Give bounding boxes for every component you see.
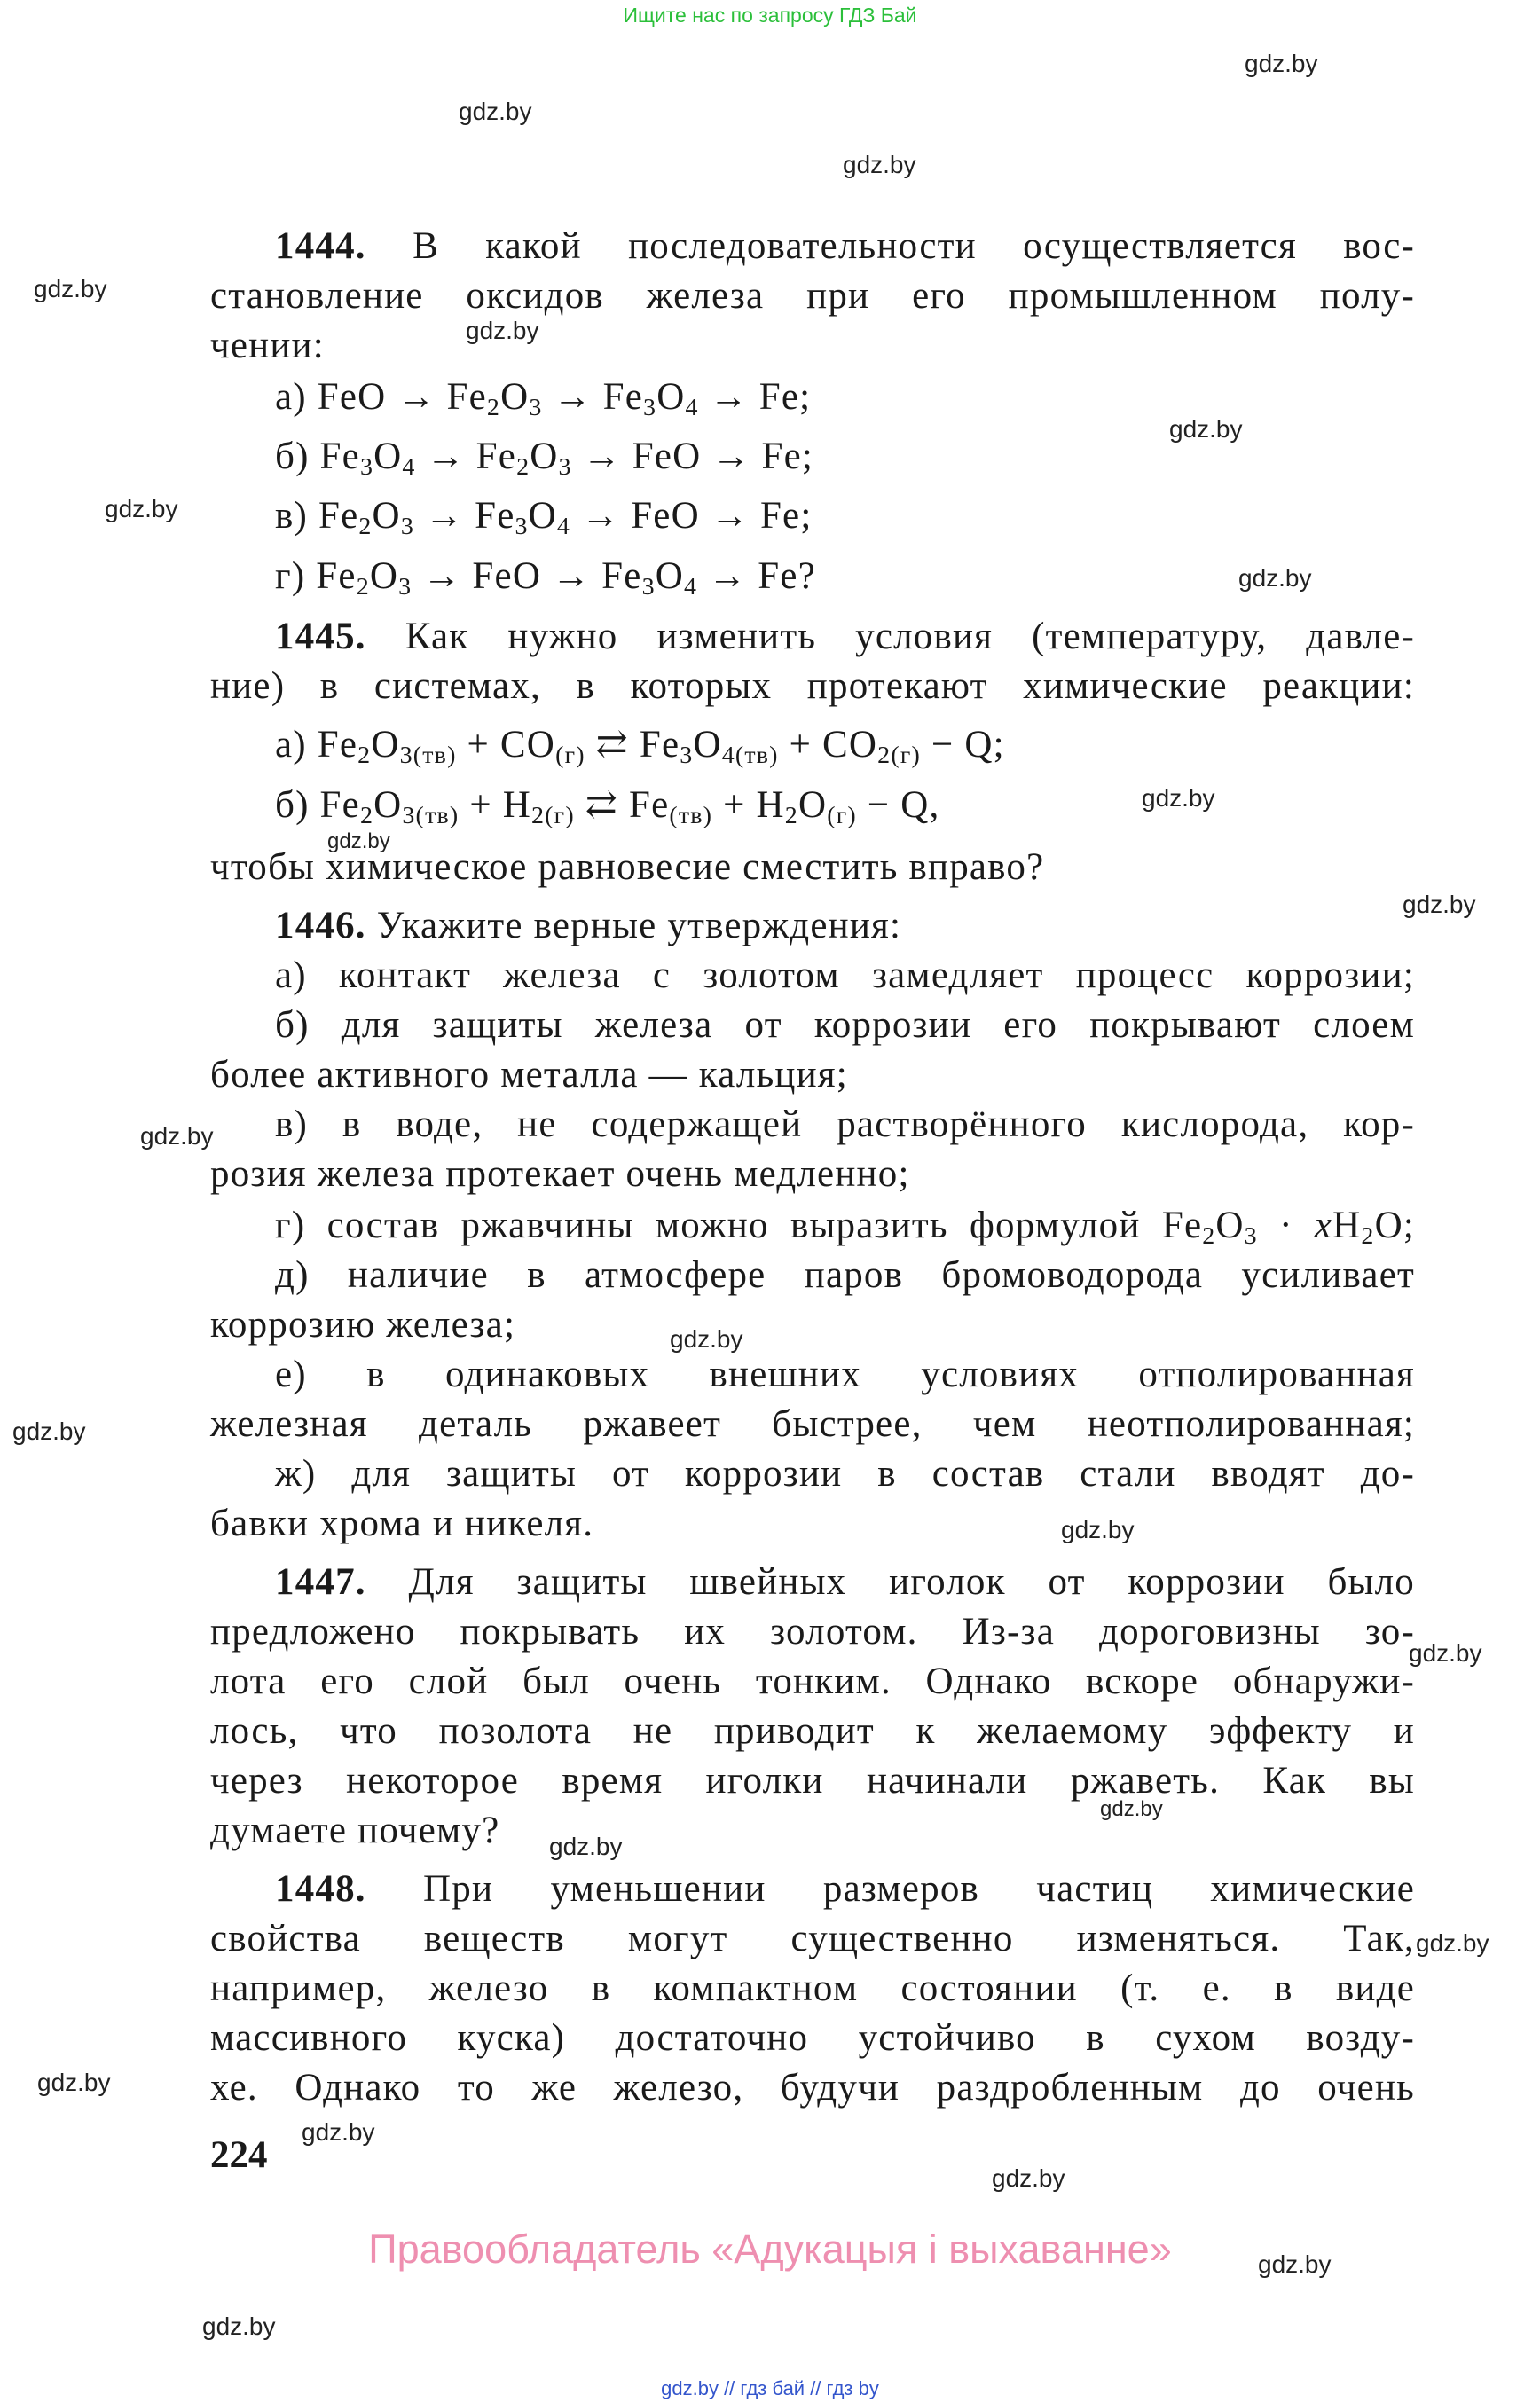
watermark: gdz.by [1402,891,1476,918]
watermark: gdz.by [302,2118,375,2146]
watermark: gdz.by [1416,1929,1489,1957]
watermark: gdz.by [37,2069,111,2096]
text-line: е) в одинаковых внешних условиях отполированная [275,1354,1415,1395]
text-line: массивного куска) достаточно устойчиво в сухом возду- [210,2017,1415,2059]
text-line-part: В какой последовательности осуществляется вос- [412,225,1416,267]
text-line: становление оксидов железа при его промышленном полу- [210,275,1415,317]
text-line: железная деталь ржавеет быстрее, чем неотполированная; [210,1403,1415,1445]
watermark: gdz.by [670,1325,743,1353]
watermark: gdz.by [1169,415,1243,443]
watermark: gdz.by [1409,1639,1482,1667]
problem-number: 1447. [275,1561,366,1603]
text-line: через некоторое время иголки начинали ржаветь. Как вы [210,1760,1415,1802]
text-line: например, железо в компактном состоянии (т. е. в виде [210,1967,1415,2009]
problem-number: 1444. [275,225,366,267]
text-line-part: При уменьшении размеров частиц химические [423,1868,1415,1910]
text-line-part: Укажите верные утверждения: [376,905,902,946]
text-line [275,1865,1415,1914]
watermark: gdz.by [992,2164,1065,2192]
watermark: gdz.by [140,1122,214,1150]
top-banner[interactable]: Ищите нас по запросу ГДЗ Бай [623,4,917,27]
problem-number: 1448. [275,1868,366,1910]
text-line-part: Для защиты швейных иголок от коррозии было [408,1561,1415,1603]
watermark: gdz.by [12,1417,86,1445]
text-line: б) для защиты железа от коррозии его покрывают слоем [275,1004,1415,1046]
text-line: думаете почему? [210,1810,500,1851]
text-line: коррозию железа; [210,1304,516,1346]
text-line [275,1558,1415,1607]
text-line: лось, что позолота не приводит к желаемому эффекту и [210,1710,1415,1752]
formula-line: в) $Fe_2O_3 \to Fe_3O_4$ → FeO → Fe; [275,495,813,540]
text-line: чении: [210,325,325,366]
formula-line: а) $Fe_2O_{3(тв)} + CO_{(г)}$ ⇄ $Fe_3O_{4(тв)} + CO_{2(г)} - Q$; [275,724,1005,769]
text-line: а) контакт железа с золотом замедляет процесс коррозии; [275,954,1415,996]
formula-line: г) $Fe_2O_3$ → FeO → $Fe_3O_4 \to Fe$? [275,555,816,601]
text-line: свойства веществ могут существенно изменяться. Так, [210,1918,1415,1959]
text-line: лота его слой был очень тонким. Однако вскоре обнаружи- [210,1661,1415,1702]
page-number: 224 [210,2134,268,2176]
watermark: gdz.by [459,98,532,125]
watermark: gdz.by [1238,564,1312,592]
watermark: gdz.by [34,275,107,302]
watermark: gdz.by [1100,1797,1163,1821]
text-line-part: Как нужно изменить условия (температуру, давле- [405,616,1415,657]
formula-line: б) $Fe_2O_{3(тв)} + H_{2(г)}$ ⇄ $Fe_{(тв)} + H_2O_{(г)} - Q$, [275,784,940,829]
watermark: gdz.by [1258,2250,1332,2278]
text-line: ние) в системах, в которых протекают химические реакции: [210,665,1415,707]
bottom-links[interactable]: gdz.by // гдз бай // гдз by [661,2377,879,2399]
text-line [275,222,1415,271]
watermark: gdz.by [105,495,178,522]
watermark: gdz.by [843,151,916,178]
text-line: чтобы химическое равновесие сместить вправо? [210,846,1045,888]
watermark: gdz.by [549,1833,623,1860]
watermark: gdz.by [327,829,390,853]
text-line: д) наличие в атмосфере паров бромоводорода усиливает [275,1254,1415,1296]
watermark: gdz.by [1245,50,1318,77]
watermark: gdz.by [202,2313,276,2340]
watermark: gdz.by [1142,784,1215,812]
text-line: предложено покрывать их золотом. Из-за дороговизны зо- [210,1611,1415,1653]
text-line: хе. Однако то же железо, будучи раздробленным до очень [210,2067,1415,2109]
text-line: розия железа протекает очень медленно; [210,1153,910,1195]
text-line: в) в воде, не содержащей растворённого кислорода, кор- [275,1103,1415,1145]
text-line: ж) для защиты от коррозии в состав стали вводят до- [275,1453,1415,1495]
watermark: gdz.by [466,317,539,344]
watermark: gdz.by [1061,1516,1135,1543]
formula-line: а) FeO → $Fe_2O_3 \to Fe_3O_4 \to Fe$; [275,376,812,421]
text-line: бавки хрома и никеля. [210,1503,594,1544]
text-line [275,901,901,951]
text-line [275,612,1415,662]
text-line: более активного металла — кальция; [210,1054,848,1095]
text-line: г) состав ржавчины можно выразить формулой $Fe_2O_3 \cdot xH_2O$; [275,1205,1415,1250]
formula-line: б) $Fe_3O_4 \to Fe_2O_3$ → FeO → Fe; [275,436,814,481]
problem-number: 1446. [275,905,366,946]
copyright-holder: Правообладатель «Адукацыя і выхаванне» [368,2226,1172,2272]
problem-number: 1445. [275,616,366,657]
